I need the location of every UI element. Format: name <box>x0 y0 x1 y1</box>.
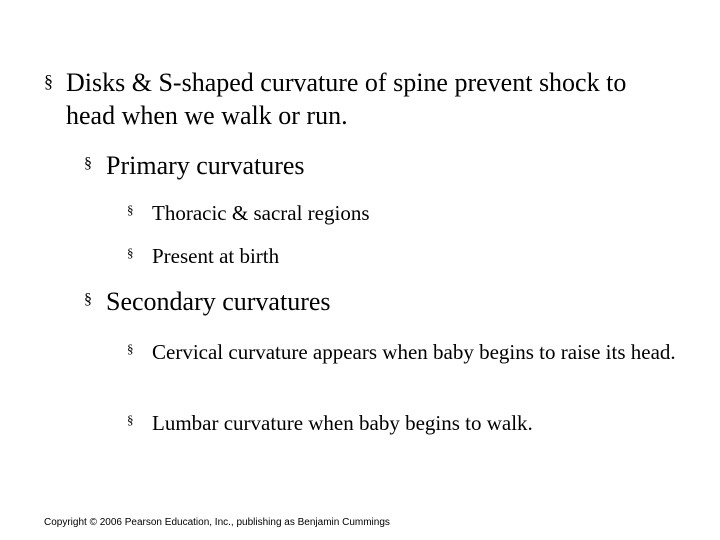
sub-bullet-lumbar-curvature <box>127 409 677 437</box>
bullet-text: Lumbar curvature when baby begins to walk. <box>152 411 533 435</box>
bullet-marker-icon: § <box>127 245 134 260</box>
bullet-secondary-curvatures <box>84 286 644 317</box>
bullet-marker-icon: § <box>127 202 134 217</box>
bullet-marker-icon: § <box>84 155 92 172</box>
bullet-marker-icon: § <box>127 412 134 427</box>
bullet-text: Cervical curvature appears when baby begins to raise its head. <box>152 340 676 364</box>
bullet-marker-icon: § <box>127 341 134 356</box>
copyright-footer: Copyright © 2006 Pearson Education, Inc., publishing as Benjamin Cummings <box>44 517 390 528</box>
sub-bullet-thoracic-sacral <box>127 199 677 227</box>
bullet-text: Present at birth <box>152 244 280 268</box>
bullet-text: Primary curvatures <box>106 151 305 180</box>
sub-bullet-cervical-curvature <box>127 338 677 366</box>
bullet-text: Disks & S-shaped curvature of spine prevent shock to head when we walk or run. <box>66 68 627 130</box>
bullet-primary-curvatures <box>84 150 644 181</box>
bullet-marker-icon: § <box>84 291 92 308</box>
bullet-shock-absorption <box>44 66 664 132</box>
bullet-marker-icon: § <box>44 71 53 91</box>
bullet-text: Thoracic & sacral regions <box>152 201 370 225</box>
bullet-text: Secondary curvatures <box>106 287 331 316</box>
sub-bullet-present-at-birth <box>127 242 677 270</box>
